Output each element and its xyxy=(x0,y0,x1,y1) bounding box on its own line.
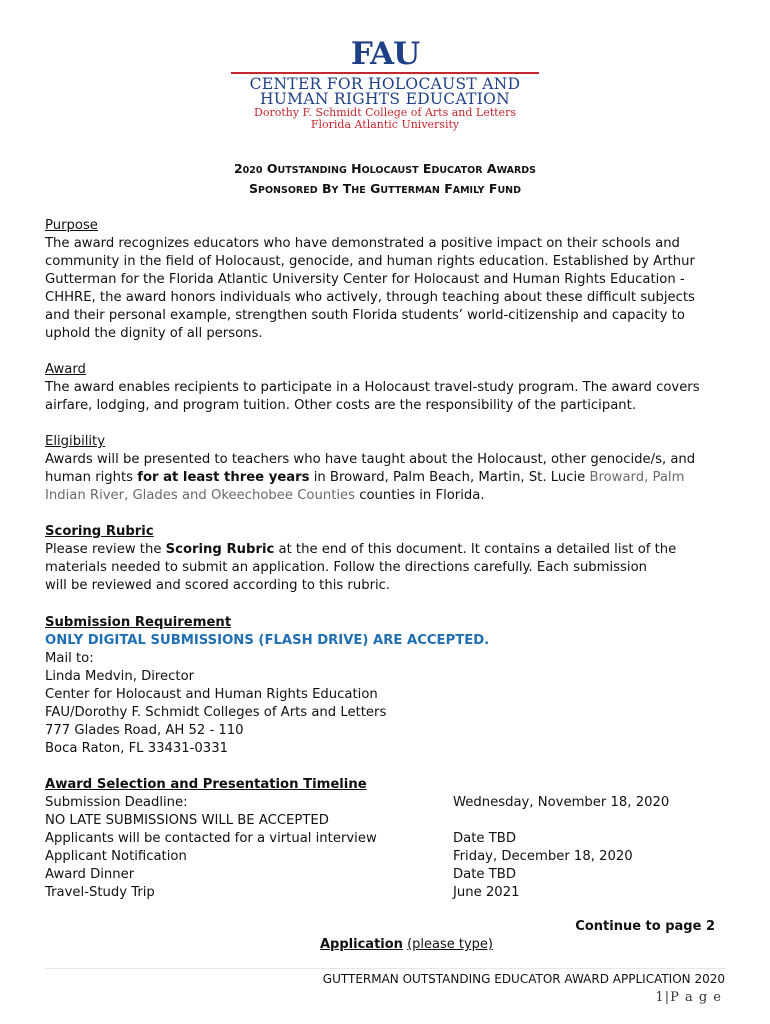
submission-section xyxy=(45,614,735,758)
timeline-label: Submission Deadline: xyxy=(45,795,188,810)
award-heading: Award xyxy=(45,362,86,377)
document-title-text: 2020 OUTSTANDING HOLOCAUST EDUCATOR AWARDS xyxy=(233,161,537,176)
eligibility-struck-text: Indian River, Glades and Okeechobee Counties xyxy=(45,488,356,503)
address-line: Boca Raton, FL 33431-0331 xyxy=(45,741,228,756)
document-subtitle xyxy=(0,181,770,196)
page-number xyxy=(655,990,722,1005)
chhre-logo xyxy=(0,38,770,131)
purpose-line: uphold the dignity of all persons. xyxy=(45,326,263,341)
rubric-section xyxy=(45,523,735,595)
eligibility-line xyxy=(45,487,735,505)
document-title xyxy=(0,161,770,176)
page-number-value: 1 xyxy=(655,990,665,1005)
address-line: Linda Medvin, Director xyxy=(45,669,195,684)
address-line: Mail to: xyxy=(45,651,94,666)
eligibility-line xyxy=(45,469,735,487)
logo-college: Dorothy F. Schmidt College of Arts and Letters xyxy=(254,106,516,119)
logo-line-2: HUMAN RIGHTS EDUCATION xyxy=(259,90,511,108)
purpose-heading: Purpose xyxy=(45,218,98,233)
address-line: 777 Glades Road, AH 52 - 110 xyxy=(45,723,244,738)
rubric-text: at the end of this document. It contains a detailed list of the xyxy=(274,542,677,557)
timeline-label: Award Dinner xyxy=(45,867,135,882)
document-subtitle-text: SPONSORED BY THE GUTTERMAN FAMILY FUND xyxy=(248,181,521,196)
timeline-value: Wednesday, November 18, 2020 xyxy=(453,795,670,810)
timeline-label: NO LATE SUBMISSIONS WILL BE ACCEPTED xyxy=(45,813,329,828)
timeline-section xyxy=(45,776,735,902)
award-section xyxy=(45,361,735,415)
timeline-row xyxy=(45,812,735,830)
continue-note: Continue to page 2 xyxy=(575,919,715,934)
eligibility-section xyxy=(45,433,735,505)
rubric-line xyxy=(45,541,735,559)
purpose-line: community in the field of Holocaust, genocide, and human rights education. Established by Arthur xyxy=(45,254,695,269)
rubric-heading: Scoring Rubric xyxy=(45,524,154,539)
application-hint: (please type) xyxy=(407,937,493,952)
timeline-row xyxy=(45,866,735,884)
eligibility-line: Awards will be presented to teachers who have taught about the Holocaust, other genocide/s, and xyxy=(45,452,696,467)
purpose-line: Gutterman for the Florida Atlantic University Center for Holocaust and Human Rights Education - xyxy=(45,272,685,287)
timeline-row xyxy=(45,848,735,866)
award-line: airfare, lodging, and program tuition. Other costs are the responsibility of the participant. xyxy=(45,398,637,413)
award-line: The award enables recipients to participate in a Holocaust travel-study program. The award covers xyxy=(45,380,700,395)
eligibility-text: counties in Florida. xyxy=(355,488,485,503)
timeline-label: Travel-Study Trip xyxy=(45,885,155,900)
timeline-row xyxy=(45,794,735,812)
submission-notice: ONLY DIGITAL SUBMISSIONS (FLASH DRIVE) ARE ACCEPTED. xyxy=(45,633,490,648)
rubric-line: will be reviewed and scored according to this rubric. xyxy=(45,578,391,593)
logo-university: Florida Atlantic University xyxy=(310,118,460,131)
purpose-line: The award recognizes educators who have demonstrated a positive impact on their schools and xyxy=(45,236,680,251)
purpose-section xyxy=(45,217,735,343)
submission-heading: Submission Requirement xyxy=(45,615,232,630)
footer-title: GUTTERMAN OUTSTANDING EDUCATOR AWARD APPLICATION 2020 xyxy=(322,972,725,986)
timeline-value: Date TBD xyxy=(453,867,516,882)
timeline-label: Applicants will be contacted for a virtual interview xyxy=(45,831,377,846)
timeline-value: Friday, December 18, 2020 xyxy=(453,849,633,864)
eligibility-emphasis: for at least three years xyxy=(137,470,310,485)
timeline-row xyxy=(45,884,735,902)
rubric-line: materials needed to submit an application. Follow the directions carefully. Each submission xyxy=(45,560,648,575)
address-line: FAU/Dorothy F. Schmidt Colleges of Arts and Letters xyxy=(45,705,387,720)
address-line: Center for Holocaust and Human Rights Education xyxy=(45,687,378,702)
eligibility-text: in Broward, Palm Beach, Martin, St. Lucie xyxy=(309,470,590,485)
application-label: Application xyxy=(320,937,403,952)
logo-line-1: CENTER FOR HOLOCAUST AND xyxy=(249,75,521,93)
page-separator: | xyxy=(664,990,671,1005)
application-heading xyxy=(320,937,493,952)
rubric-emphasis: Scoring Rubric xyxy=(165,542,275,557)
rubric-text: Please review the xyxy=(45,542,166,557)
fau-logo-mark: FAU xyxy=(350,36,420,72)
eligibility-text: human rights xyxy=(45,470,138,485)
eligibility-struck-text: Broward, Palm xyxy=(589,470,685,485)
logo-divider xyxy=(231,72,539,74)
timeline-value: Date TBD xyxy=(453,831,516,846)
footer-divider xyxy=(45,968,725,969)
timeline-label: Applicant Notification xyxy=(45,849,187,864)
timeline-row xyxy=(45,830,735,848)
purpose-line: and their personal example, strengthen south Florida students’ world-citizenship and capacity to xyxy=(45,308,685,323)
purpose-line: CHHRE, the award honors individuals who actively, through teaching about these difficult subjects xyxy=(45,290,695,305)
timeline-value: June 2021 xyxy=(453,885,520,900)
page-word: P a g e xyxy=(670,990,722,1005)
timeline-heading: Award Selection and Presentation Timeline xyxy=(45,777,367,792)
eligibility-heading: Eligibility xyxy=(45,434,106,449)
